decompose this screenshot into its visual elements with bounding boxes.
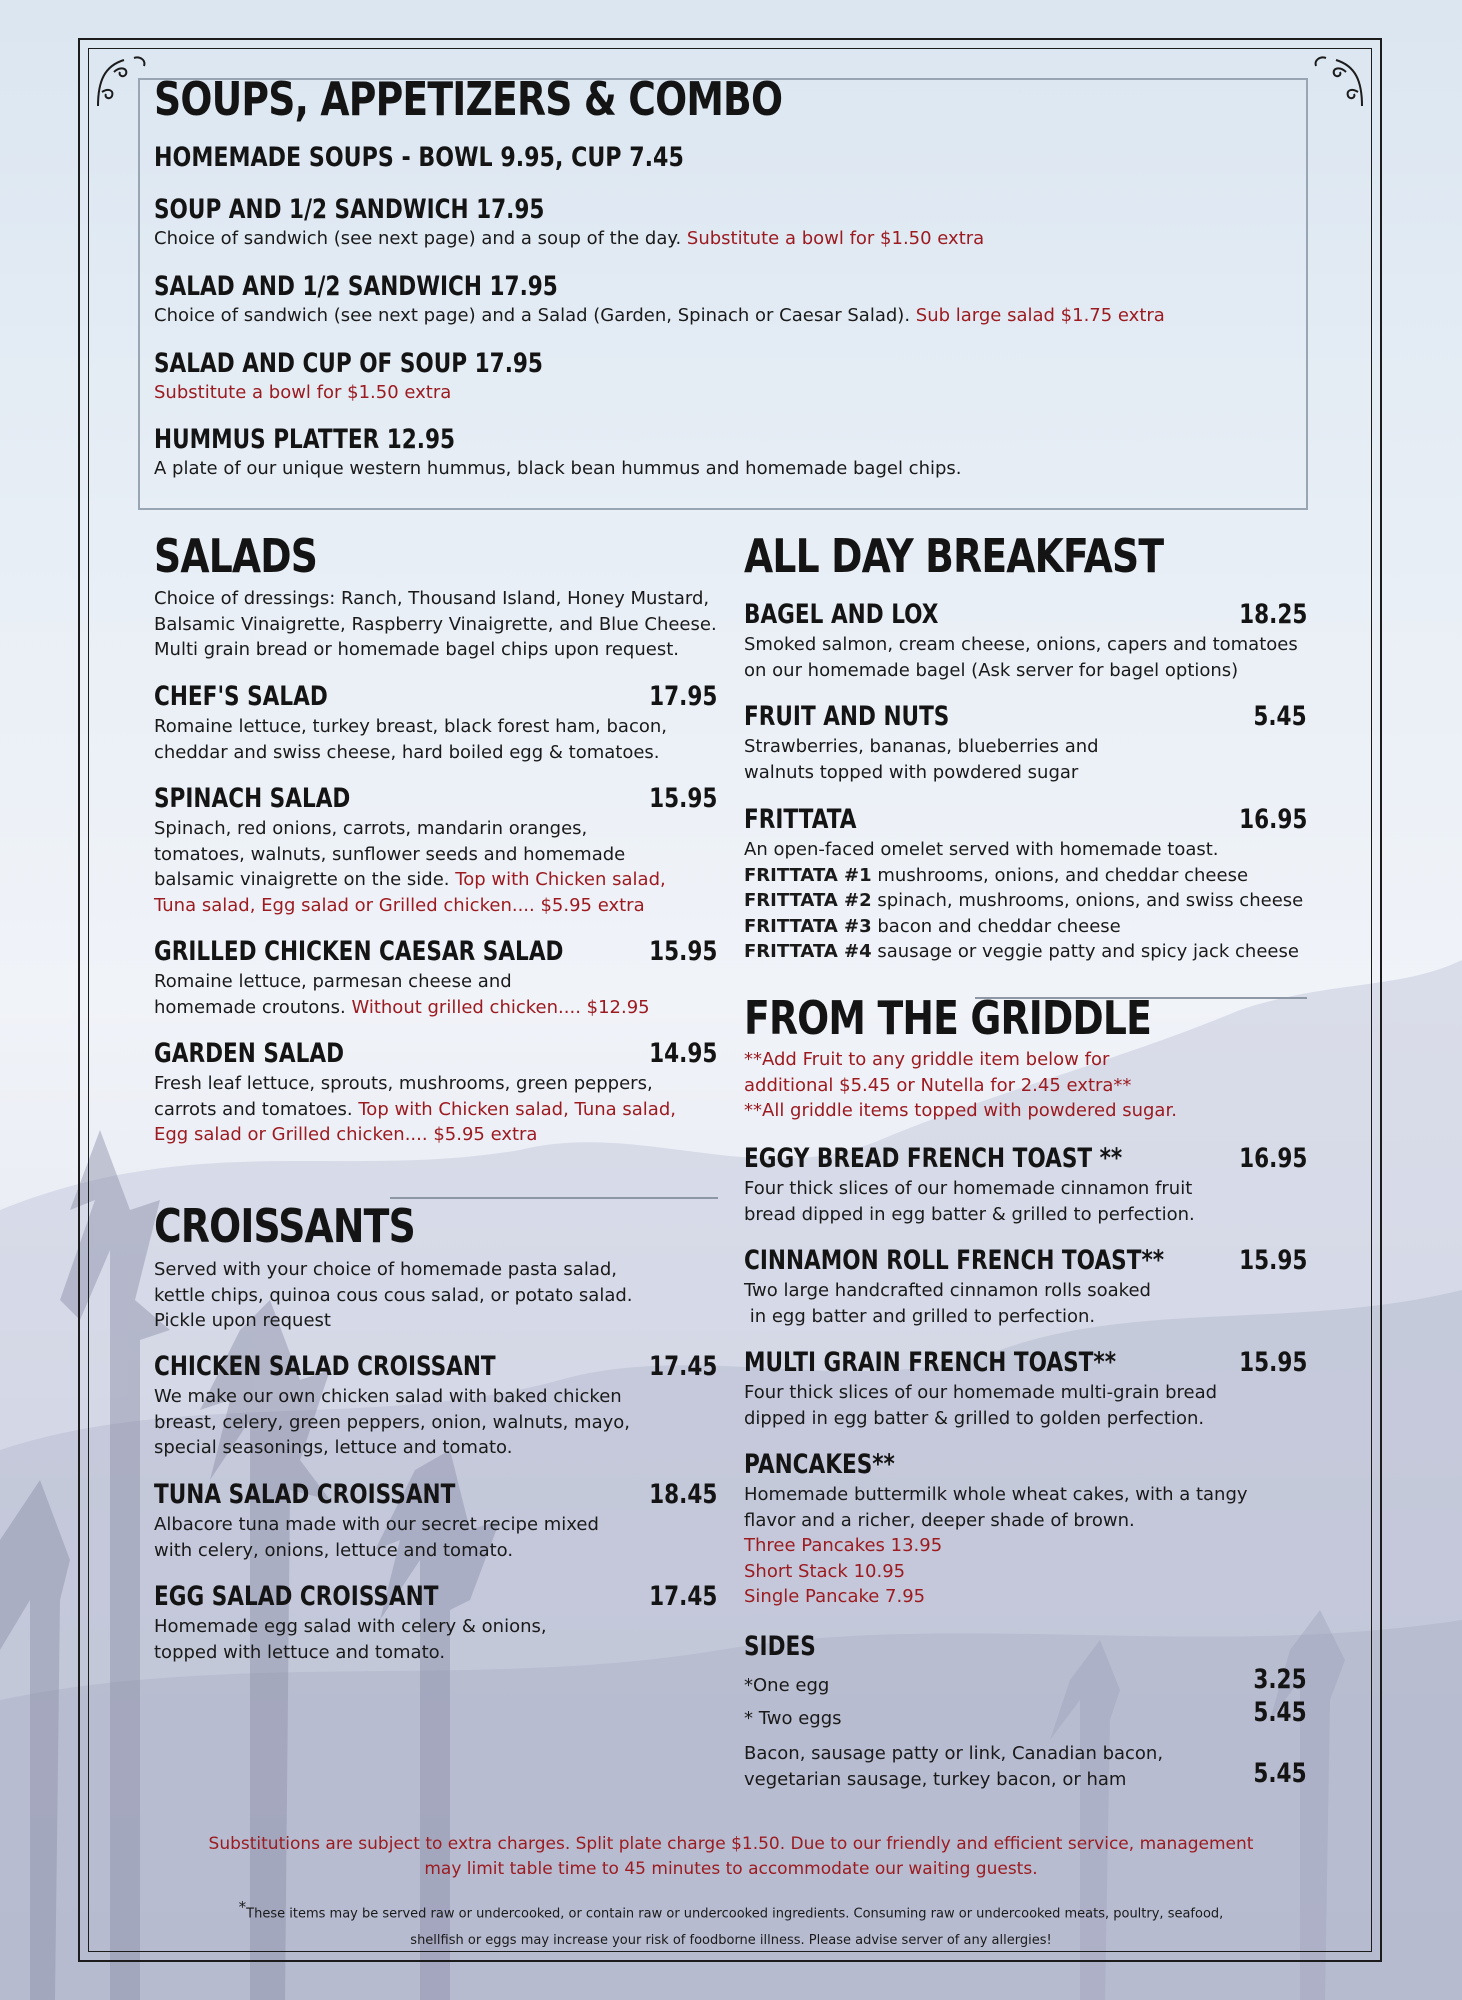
menu-item-description: Homemade egg salad with celery & onions, topped with lettuce and tomato. xyxy=(154,1616,547,1663)
menu-item-price: 17.45 xyxy=(648,1351,717,1382)
menu-item-name: GARDEN SALAD xyxy=(154,1038,345,1069)
menu-item-name: EGGY BREAD FRENCH TOAST ** xyxy=(744,1143,1123,1174)
menu-item-name: MULTI GRAIN FRENCH TOAST** xyxy=(744,1347,1117,1378)
side-item-price: 5.45 xyxy=(1253,1758,1307,1789)
menu-item-description: Smoked salmon, cream cheese, onions, capers and tomatoes on our homemade bagel (Ask server for bagel options) xyxy=(744,634,1298,681)
homemade-soups-heading: HOMEMADE SOUPS - BOWL 9.95, CUP 7.45 xyxy=(154,142,684,173)
menu-item-name: FRITTATA xyxy=(744,804,857,835)
side-item-name: *One egg xyxy=(744,1675,830,1696)
corner-flourish-icon xyxy=(1308,52,1366,110)
salads-title: SALADS xyxy=(154,529,318,583)
menu-item-price: 5.45 xyxy=(1253,701,1307,732)
menu-item-name: CHICKEN SALAD CROISSANT xyxy=(154,1351,496,1382)
menu-item-price: 16.95 xyxy=(1238,1143,1307,1174)
griddle-notes: **Add Fruit to any griddle item below for additional $5.45 or Nutella for 2.45 extra** **All griddle items topped with powdered sugar. xyxy=(744,1049,1177,1121)
menu-item-description: Homemade buttermilk whole wheat cakes, with a tangy flavor and a richer, deeper shade of brown. Three Pancakes 13.95 Short Stack 10.95 Single Pancake 7.95 xyxy=(744,1482,1248,1610)
menu-item-description: Romaine lettuce, parmesan cheese and homemade croutons. Without grilled chicken.... $12.95 xyxy=(154,971,650,1018)
side-item-price: 5.45 xyxy=(1253,1697,1307,1728)
breakfast-title: ALL DAY BREAKFAST xyxy=(744,529,1164,583)
menu-item-description: Albacore tuna made with our secret recipe mixed with celery, onions, lettuce and tomato. xyxy=(154,1514,599,1561)
menu-item-note: Substitute a bowl for $1.50 extra xyxy=(686,228,985,249)
menu-item-name: PANCAKES** xyxy=(744,1449,895,1480)
menu-item-price: 14.95 xyxy=(648,1038,717,1069)
menu-item-name: FRUIT AND NUTS xyxy=(744,701,950,732)
frittata-option: FRITTATA #4 sausage or veggie patty and spicy jack cheese xyxy=(744,941,1299,962)
soups-title: SOUPS, APPETIZERS & COMBO xyxy=(154,72,783,126)
menu-item-name: SALAD AND CUP OF SOUP 17.95 xyxy=(154,348,543,379)
menu-item-name: TUNA SALAD CROISSANT xyxy=(154,1479,456,1510)
menu-item-name: EGG SALAD CROISSANT xyxy=(154,1581,439,1612)
menu-item-name: CINNAMON ROLL FRENCH TOAST** xyxy=(744,1245,1165,1276)
pancake-option: Single Pancake 7.95 xyxy=(744,1586,926,1607)
side-item-name: Bacon, sausage patty or link, Canadian bacon, vegetarian sausage, turkey bacon, or ham xyxy=(744,1743,1164,1790)
frittata-option: FRITTATA #1 mushrooms, onions, and cheddar cheese xyxy=(744,864,1249,886)
sides-heading: SIDES xyxy=(744,1631,816,1662)
menu-item-note: Sub large salad $1.75 extra xyxy=(915,305,1165,326)
menu-item-name: SALAD AND 1/2 SANDWICH 17.95 xyxy=(154,271,558,302)
menu-item-name: SPINACH SALAD xyxy=(154,783,351,814)
griddle-title: FROM THE GRIDDLE xyxy=(744,991,1152,1045)
menu-item-description: Four thick slices of our homemade multi-grain bread dipped in egg batter & grilled to golden perfection. xyxy=(744,1382,1218,1429)
side-item-name: * Two eggs xyxy=(744,1708,842,1729)
menu-item-price: 15.95 xyxy=(1238,1347,1307,1378)
menu-item-description: A plate of our unique western hummus, black bean hummus and homemade bagel chips. xyxy=(154,458,962,479)
menu-item-name: CHEF'S SALAD xyxy=(154,681,328,712)
menu-item-description: Fresh leaf lettuce, sprouts, mushrooms, green peppers, carrots and tomatoes. Top with Chicken salad, Tuna salad, Egg salad or Grilled chicken.... $5.95 extra xyxy=(154,1073,676,1145)
menu-item-price: 15.95 xyxy=(648,936,717,967)
pancake-option: Short Stack 10.95 xyxy=(744,1560,906,1582)
menu-item-description: Two large handcrafted cinnamon rolls soaked in egg batter and grilled to perfection. xyxy=(744,1280,1151,1327)
menu-item-name: SOUP AND 1/2 SANDWICH 17.95 xyxy=(154,194,545,225)
menu-item-name: HUMMUS PLATTER 12.95 xyxy=(154,424,456,455)
menu-item-description: We make our own chicken salad with baked chicken breast, celery, green peppers, onion, walnuts, mayo, special seasonings, lettuce and tomato. xyxy=(154,1386,630,1458)
menu-item-description: Four thick slices of our homemade cinnamon fruit bread dipped in egg batter & grilled to perfection. xyxy=(744,1178,1195,1225)
frittata-option: FRITTATA #2 spinach, mushrooms, onions, and swiss cheese xyxy=(744,890,1304,911)
menu-item-price: 18.25 xyxy=(1238,599,1307,630)
section-divider xyxy=(390,1197,718,1199)
menu-item-price: 15.95 xyxy=(648,783,717,814)
menu-item-description: Choice of sandwich (see next page) and a Salad (Garden, Spinach or Caesar Salad). Sub large salad $1.75 extra xyxy=(154,305,1165,326)
menu-item-price: 16.95 xyxy=(1238,804,1307,835)
croissants-intro: Served with your choice of homemade pasta salad, kettle chips, quinoa cous cous salad, or potato salad. Pickle upon request xyxy=(154,1259,633,1331)
menu-item-description: Choice of sandwich (see next page) and a soup of the day. Substitute a bowl for $1.50 extra xyxy=(154,228,985,249)
corner-flourish-icon xyxy=(94,52,152,110)
menu-item-description: Strawberries, bananas, blueberries and walnuts topped with powdered sugar xyxy=(744,736,1099,783)
footer-policy: Substitutions are subject to extra charges. Split plate charge $1.50. Due to our friendly and efficient service, management may limit table time to 45 minutes to accommodate our waiting guests. xyxy=(208,1834,1254,1879)
menu-item-price: 17.95 xyxy=(648,681,717,712)
salads-intro: Choice of dressings: Ranch, Thousand Island, Honey Mustard, Balsamic Vinaigrette, Raspberry Vinaigrette, and Blue Cheese. Multi grain bread or homemade bagel chips upon request. xyxy=(154,588,717,660)
menu-item-price: 17.45 xyxy=(648,1581,717,1612)
side-item-price: 3.25 xyxy=(1253,1664,1307,1695)
frittata-option: FRITTATA #3 bacon and cheddar cheese xyxy=(744,915,1121,937)
croissants-title: CROISSANTS xyxy=(154,1199,415,1253)
menu-item-description: Romaine lettuce, turkey breast, black forest ham, bacon, cheddar and swiss cheese, hard boiled egg & tomatoes. xyxy=(154,716,667,763)
menu-item-name: BAGEL AND LOX xyxy=(744,599,939,630)
menu-item-price: 15.95 xyxy=(1238,1245,1307,1276)
menu-item-note: Substitute a bowl for $1.50 extra xyxy=(154,382,452,403)
menu-item-description: Spinach, red onions, carrots, mandarin oranges, tomatoes, walnuts, sunflower seeds and homemade balsamic vinaigrette on the side. Top with Chicken salad, Tuna salad, Egg salad or Grilled chicken.... $5.95 extra xyxy=(154,818,666,916)
footer-disclaimer: *These items may be served raw or undercooked, or contain raw or undercooked ingredients. Consuming raw or undercooked meats, poultry, seafood, shellfish or eggs may increase your risk of foodborne illness. Please advise server of any allergies! xyxy=(238,1898,1224,1949)
menu-item-name: GRILLED CHICKEN CAESAR SALAD xyxy=(154,936,564,967)
menu-item-description: An open-faced omelet served with homemade toast. FRITTATA #1 mushrooms, onions, and cheddar cheese FRITTATA #2 spinach, mushrooms, onions, and swiss cheese FRITTATA #3 bacon and cheddar cheese FRITTATA #4 sausage or veggie patty and spicy jack cheese xyxy=(744,837,1303,965)
pancake-option: Three Pancakes 13.95 xyxy=(744,1535,943,1556)
menu-item-price: 18.45 xyxy=(648,1479,717,1510)
